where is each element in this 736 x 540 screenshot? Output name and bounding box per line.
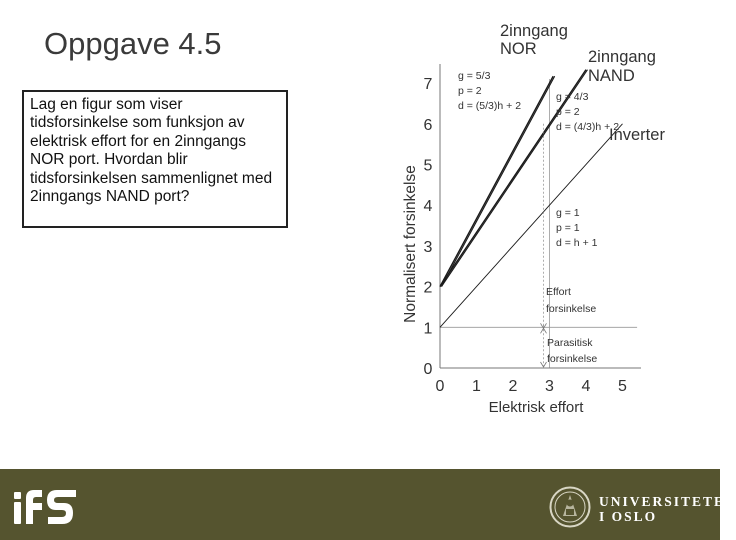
series-name-label: 2inngang: [588, 48, 656, 66]
series-name-label: 2inngang: [500, 22, 568, 40]
series-line: [440, 124, 623, 327]
university-name-line2: I OSLO: [599, 509, 658, 524]
y-tick-label: 4: [423, 198, 433, 216]
equation-annotation: p = 1: [556, 222, 580, 234]
slide-title: Oppgave 4.5: [44, 26, 222, 61]
x-axis-label: Elektrisk effort: [488, 399, 584, 416]
equation-annotation: p = 2: [458, 85, 482, 97]
effort-delay-label: Effort: [546, 286, 571, 298]
parasitic-delay-label: Parasitisk: [547, 337, 593, 349]
equation-annotation: g = 5/3: [458, 70, 491, 82]
y-tick-label: 6: [423, 116, 433, 134]
university-name: [599, 494, 736, 524]
series-name-label: NOR: [500, 40, 537, 58]
y-tick-label: 7: [423, 76, 433, 94]
effort-delay-label: forsinkelse: [546, 303, 597, 315]
uio-seal-logo: [549, 486, 591, 528]
equation-annotation: d = (4/3)h + 2: [556, 121, 620, 133]
series-name-label: NAND: [588, 67, 635, 85]
equation-annotation: g = 4/3: [556, 91, 589, 103]
y-tick-label: 0: [423, 361, 433, 378]
chart-annotations: [458, 70, 619, 367]
y-tick-label: 2: [423, 279, 433, 297]
x-tick-label: 5: [618, 378, 627, 395]
y-axis-label: Normalisert forsinkelse: [402, 165, 419, 323]
y-tick-label: 5: [423, 157, 433, 175]
task-text-box: Lag en figur som viser tidsforsinkelse som funksjon av elektrisk effort for en 2inngangs NOR port. Hvordan blir tidsforsinkelsen sammenlignet med 2inngangs NAND port?: [22, 90, 288, 228]
y-tick-label: 3: [423, 238, 433, 256]
delay-chart: [396, 10, 665, 420]
x-tick-label: 0: [435, 378, 445, 395]
equation-annotation: g = 1: [556, 207, 580, 219]
x-tick-label: 2: [508, 378, 518, 395]
series-name-label: Inverter: [609, 126, 665, 144]
x-tick-label: 4: [581, 378, 591, 395]
ifi-logo: [12, 486, 82, 528]
parasitic-delay-label: forsinkelse: [547, 353, 598, 365]
x-tick-label: 1: [472, 378, 481, 395]
x-tick-label: 3: [545, 378, 554, 395]
equation-annotation: p = 2: [556, 106, 580, 118]
y-tick-label: 1: [423, 320, 433, 338]
equation-annotation: d = h + 1: [556, 237, 598, 249]
university-name-line1: UNIVERSITETET: [599, 494, 736, 509]
equation-annotation: d = (5/3)h + 2: [458, 100, 522, 112]
